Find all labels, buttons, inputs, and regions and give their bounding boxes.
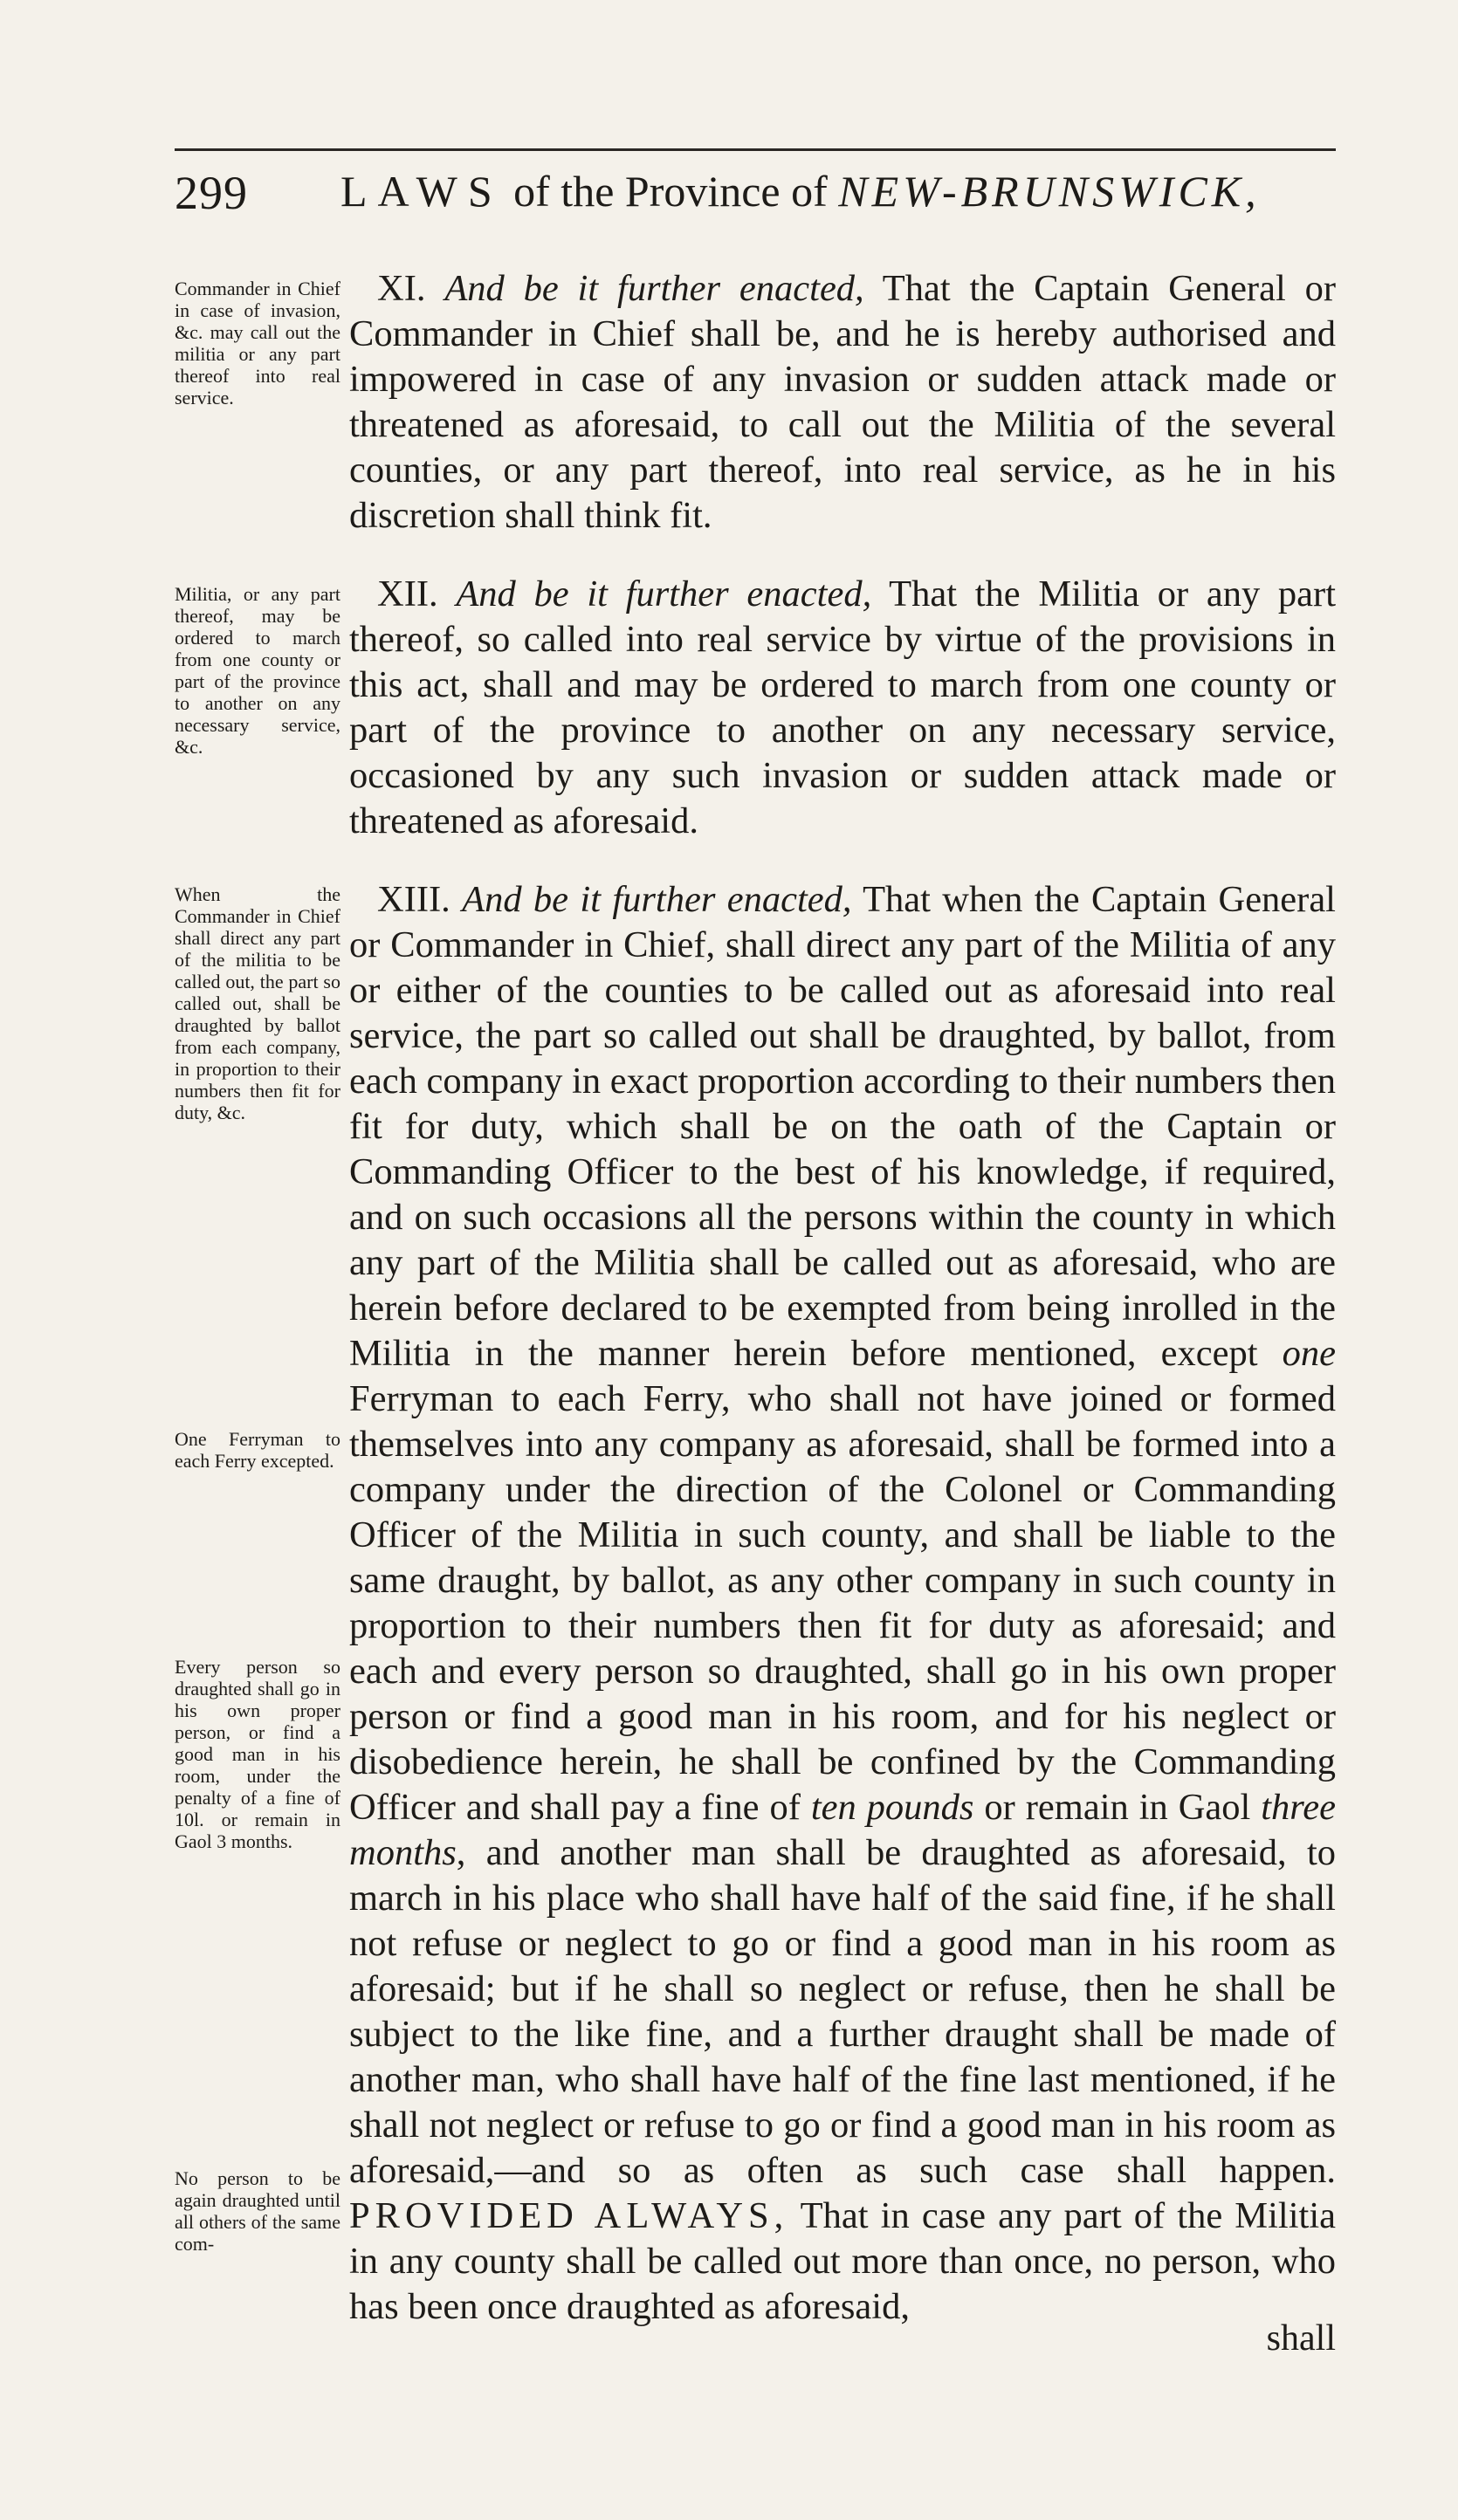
section-number: XII. [377, 573, 457, 615]
section-number: XIII. [377, 879, 463, 920]
margin-note-1: Commander in Chief in case of invasion, &c. may call out the militia or any part thereof into real service. [175, 278, 340, 409]
body-text [349, 266, 1336, 2363]
header-rule [175, 148, 1336, 151]
page-number: 299 [175, 167, 248, 219]
section-text-1: That when the Captain General or Commander in Chief, shall direct any part of the Militia of any or either of the counties to be called out as aforesaid into real service, the part so called out shall be draughted, by ballot, from each company in exact proportion according to their numbers then fit for duty, which shall be on the oath of the Captain or Commanding Officer to the best of his knowledge, if required, and on such occasions all the persons within the county in which any part of the Militia shall be called out as aforesaid, who are herein before declared to be exempted from being inrolled in the Militia in the manner herein before mentioned, except [349, 879, 1336, 1374]
section-xii [349, 572, 1336, 844]
enacting-clause: And be it further enacted, [456, 573, 872, 615]
section-xiii [349, 877, 1336, 2330]
emphasis-three-months: three months [349, 1787, 1336, 1873]
section-text-2: Ferryman to each Ferry, who shall not have joined or formed themselves into any company as aforesaid, shall be formed into a company under the direction of the Colonel or Commanding Officer of the Militia in such county, and shall be liable to the same draught, by ballot, as any other company in such county in proportion to their numbers then fit for duty as aforesaid; and each and every person so draughted, shall go in his own proper person or find a good man in his room, and for his neglect or disobedience herein, he shall be confined by the Commanding Officer and shall pay a fine of [349, 1378, 1336, 1828]
enacting-clause: And be it further enacted, [462, 879, 852, 920]
margin-note-3: When the Commander in Chief shall direct any part of the militia to be called out, the part so called out, shall be draughted by ballot from each company, in proportion to their numbers then fit for duty, &c. [175, 883, 340, 1123]
running-title [340, 166, 1261, 216]
emphasis-ten-pounds: ten pounds [810, 1787, 974, 1828]
margin-note-6: No person to be again draughted until all others of the same com- [175, 2167, 340, 2255]
enacting-clause: And be it further enacted, [444, 268, 864, 309]
section-text-3: or remain in Gaol [973, 1787, 1262, 1828]
emphasis-one: one [1282, 1333, 1336, 1374]
section-text: That the Captain General or Commander in Chief shall be, and he is hereby authorised and impowered in case of any invasion or sudden attack made or threatened as aforesaid, to call out the Militia of the several counties, or any part thereof, into real service, as he in his discretion shall think fit. [349, 268, 1336, 536]
section-number: XI. [377, 268, 445, 309]
section-text-4: , and another man shall be draughted as aforesaid, to march in his place who shall have half of the said fine, if he shall not refuse or neglect to go or find a good man in his room as aforesaid; but if he shall so neglect or refuse, then he shall be subject to the like fine, and a further draught shall be made of another man, who shall have half of the fine last mentioned, if he shall not neglect or refuse to go or find a good man in his room as aforesaid,—and so as often as such case shall happen. [349, 1832, 1336, 2191]
margin-note-2: Militia, or any part thereof, may be ordered to march from one county or part of the province to another on any necessary service, &c. [175, 583, 340, 758]
catchword: shall [1266, 2318, 1336, 2359]
margin-note-5: Every person so draughted shall go in his own proper person, or find a good man in his room, under the penalty of a fine of 10l. or remain in Gaol 3 months. [175, 1656, 340, 1852]
section-xi [349, 266, 1336, 539]
margin-note-4: One Ferryman to each Ferry excepted. [175, 1428, 340, 1472]
running-title-laws: LAWS [340, 167, 503, 216]
running-title-province: NEW-BRUNSWICK, [838, 167, 1261, 216]
section-text-5: That in case any part of the Militia in any county shall be called out more than once, no person, who has been once draughted as aforesaid, [349, 2195, 1336, 2327]
section-text: That the Militia or any part thereof, so called into real service by virtue of the provisions in this act, shall and may be ordered to march from one county or part of the province to another on any necessary service, occasioned by any such invasion or sudden attack made or threatened as aforesaid. [349, 573, 1337, 841]
provided-always: PROVIDED ALWAYS, [349, 2195, 789, 2236]
running-title-middle: of the Province of [502, 167, 839, 216]
running-header [175, 157, 1336, 227]
